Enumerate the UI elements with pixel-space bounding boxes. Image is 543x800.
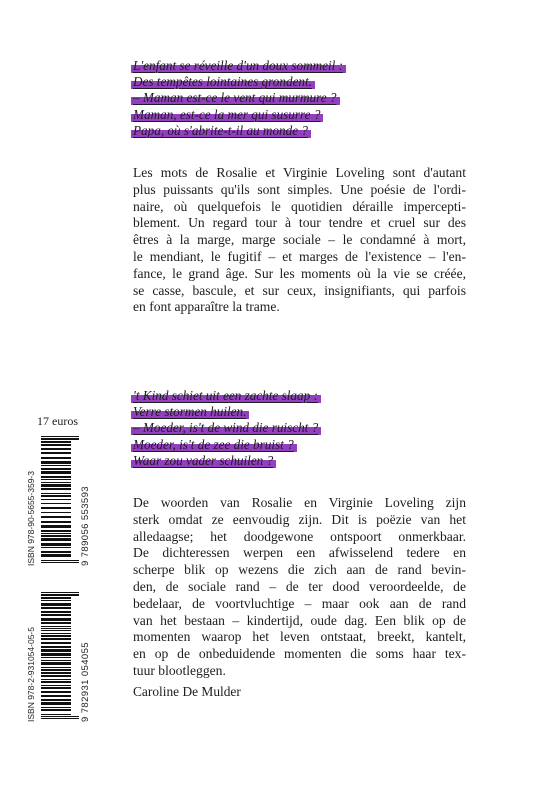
barcode-bar [41,654,71,656]
barcode-bar [41,594,79,595]
barcode-bar [41,547,71,549]
barcode-bar [41,530,71,532]
barcode-bar [41,675,71,678]
barcode-bar [41,488,71,491]
barcode-bars [41,436,79,564]
barcode-bar [41,525,71,528]
barcode-bar [41,452,71,454]
french-poem-line: Des tempêtes lointaines grondent. [133,74,312,90]
barcode-bar [41,535,71,537]
barcode-bar [41,462,71,464]
barcode-bar [41,503,71,505]
price-label: 17 euros [37,414,78,428]
french-paragraph-line: Les mots de Rosalie et Virginie Loveling sont d'autant [133,165,466,180]
barcode-bar [41,448,71,450]
barcode-bar [41,493,71,494]
barcode-bar [41,436,79,437]
barcode-bar [41,516,71,519]
barcode-bar [41,672,71,675]
barcode-bar [41,635,71,638]
barcode-bar [41,718,79,719]
barcode-bar [41,619,71,621]
barcode-bar [41,691,71,694]
french-paragraph-line: le mendiant, le fugitif – et marges de l'existence – l'en- [133,248,466,264]
french-paragraph [133,165,466,316]
dutch-poem [133,388,466,469]
french-paragraph-line: êtres à la marge, marge sociale – le condamné à mort, [133,232,466,248]
dutch-paragraph-line: en op de onbeduidende momenten die soms haar tex- [133,646,466,662]
french-poem-line: Papa, où s'abrite-t-il au monde ? [133,122,308,138]
barcode-bar [41,499,71,501]
barcode-digits: 9 789056 553593 [80,486,91,566]
barcode-bar [41,521,71,524]
french-poem-line: Maman, est-ce la mer qui susurre ? [133,106,321,122]
dutch-paragraph-line: bedelaar, de voortvluchtige – maar ook aan de rand [133,595,466,611]
dutch-poem-line: 't Kind schiet uit een zachte slaap : [133,388,318,403]
dutch-poem-line: – Moeder, is't de wind die ruischt ? [133,420,319,436]
french-poem [133,58,466,139]
barcode-bar [41,628,71,630]
barcode-bar [41,662,71,665]
french-paragraph-line: naire, où quelquefois le quotidien déraille impercepti- [133,198,466,214]
barcode-bar [41,687,71,690]
barcode-bar [41,507,71,510]
barcode-bar [41,611,71,614]
barcode-bar [41,681,71,684]
dutch-paragraph-line: tuur blootleggen. [133,662,226,678]
french-paragraph-line: plus puissants qu'ils sont simples. Une poésie de l'ordi- [133,181,466,197]
barcode-bar [41,551,71,554]
barcode-bar [41,660,71,662]
dutch-paragraph-line: De dichteressen werpen een afwisselend tedere en [133,545,466,561]
barcode-bar [41,646,71,649]
barcode-bar [41,543,71,546]
french-poem-line: – Maman est-ce le vent qui murmure ? [133,90,337,106]
signature: Caroline De Mulder [133,684,241,699]
barcode-bar [41,533,71,535]
isbn-label: ISBN 978-90-5655-359-3 [26,471,36,566]
barcode-digits: 9 782931 054055 [80,642,91,722]
french-poem-line: L'enfant se réveille d'un doux sommeil : [133,58,344,73]
barcode-bar [41,597,71,600]
barcode-bar [41,465,71,466]
barcode-bar [41,607,71,610]
barcode-bar [41,479,71,480]
french-paragraph-line: fance, le grand âge. Sur les moments où la vie se créée, [133,265,466,281]
french-paragraph-line: en font apparaître la trame. [133,299,280,315]
barcode-bar [41,457,71,460]
dutch-poem-line: Waar zou vader schuilen ? [133,452,274,468]
barcode-bar [41,554,71,557]
barcode-bar [41,638,71,640]
dutch-poem-line: Moeder, is't de zee die bruist ? [133,436,294,452]
dutch-poem-line: Verre stormen huilen. [133,404,247,420]
barcode-bars [41,592,79,720]
barcode-bar [41,438,79,439]
barcode-bar [41,592,79,593]
barcode-bar [41,622,71,625]
barcode-bar [41,709,71,712]
barcode-bar [41,669,71,671]
barcode-bar [41,600,71,601]
barcode-bar [41,695,71,697]
dutch-paragraph-line: momenten waarop het leven ontstaat, breekt, kantelt, [133,629,466,645]
barcode-bar [41,703,71,705]
dutch-paragraph-line: scherpe blik op wezens die zich aan de rand bevin- [133,562,466,578]
barcode-bar [41,614,71,616]
barcode-bar [41,630,71,631]
barcode-bar [41,484,71,487]
barcode-bar [41,649,71,652]
barcode-bar [41,468,71,470]
barcode-bar [41,471,71,474]
barcode-bar [41,562,79,563]
barcode-bar [41,482,71,483]
dutch-paragraph-line: sterk omdat ze eenvoudig zijn. Dit is poëzie van het [133,511,466,527]
barcode-bar [41,512,71,514]
barcode-bar [41,604,71,606]
barcode-bar [41,441,71,444]
barcode-bar [41,476,71,478]
barcode-bar [41,667,71,669]
barcode-bar [41,657,71,658]
french-paragraph-line: blement. Un regard tour à tour tendre et cruel sur des [133,215,466,231]
barcode-bar [41,642,71,645]
dutch-paragraph-line: van het bestaan – kindertijd, oude dag. Een blik op de [133,612,466,628]
dutch-paragraph-line: den, de sociale rand – de ter dood veroordeelde, de [133,578,466,594]
dutch-paragraph [133,495,466,680]
isbn-label: ISBN 978-2-931054-05-5 [26,627,36,722]
dutch-paragraph-line: alledaagse; het doodgewone ontspoort onmerkbaar. [133,528,466,544]
barcode-bar [41,538,71,541]
barcode-bar [41,495,71,497]
french-paragraph-line: se casse, bascule, et sur ceux, insignifiants, qui parfois [133,282,466,298]
dutch-paragraph-line: De woorden van Rosalie en Virginie Loveling zijn [133,495,466,510]
barcode-bar [41,444,71,446]
barcode-bar [41,699,71,701]
